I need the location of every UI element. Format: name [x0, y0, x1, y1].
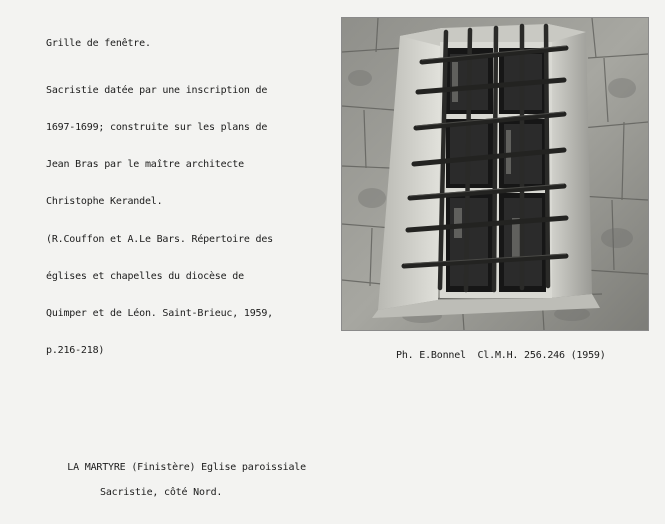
location-caption [44, 450, 306, 524]
description-line: Christophe Kerandel. [46, 196, 163, 208]
description-line: Jean Bras par le maître architecte [46, 159, 244, 171]
description-line: églises et chapelles du diocèse de [46, 270, 244, 282]
photograph-window-grille [342, 18, 648, 330]
location-line-2: Sacristie, côté Nord. [100, 487, 223, 499]
description-line: Quimper et de Léon. Saint-Brieuc, 1959, [46, 308, 273, 320]
description-line: p.216-218) [46, 345, 105, 357]
description-line: 1697-1699; construite sur les plans de [46, 122, 268, 134]
description-line: (R.Couffon et A.Le Bars. Répertoire des [46, 233, 273, 245]
caption-title: Grille de fenêtre. [46, 38, 151, 49]
photo-credit: Ph. E.Bonnel Cl.M.H. 256.246 (1959) [396, 350, 606, 361]
description-line: Sacristie datée par une inscription de [46, 84, 268, 96]
caption-description [46, 60, 273, 383]
location-line-1: LA MARTYRE (Finistère) Eglise paroissiale [67, 462, 306, 474]
